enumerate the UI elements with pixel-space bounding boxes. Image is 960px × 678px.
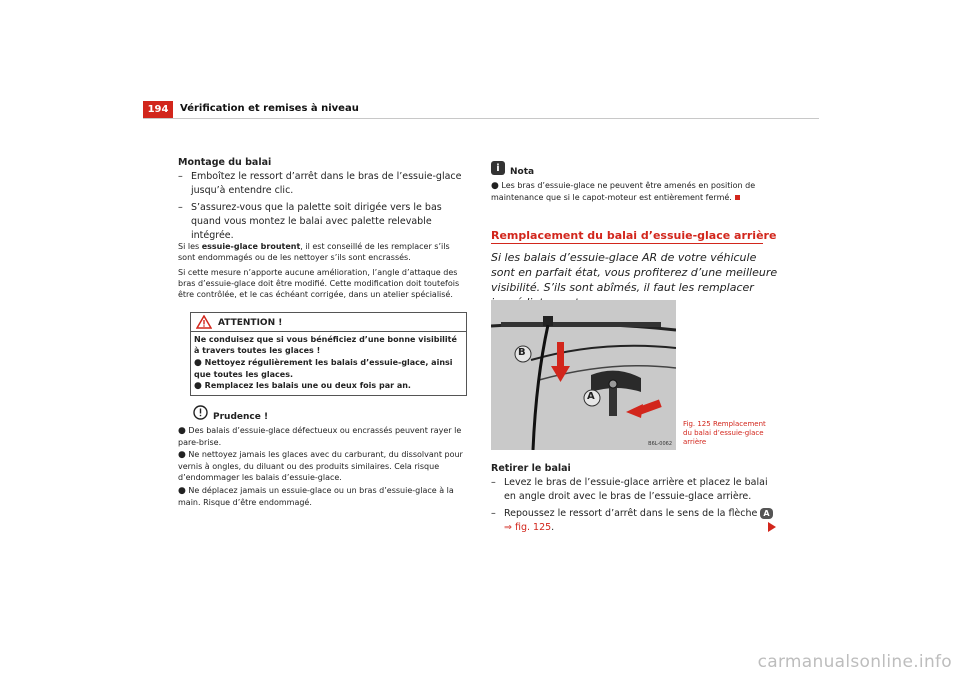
- prudence-title: Prudence !: [213, 412, 269, 422]
- end-of-section-mark: [735, 195, 740, 200]
- figure-reference-link[interactable]: ⇒ fig. 125: [504, 522, 552, 533]
- attention-text: Ne conduisez que si vous bénéficiez d’une bonne visibilité à travers toutes les glaces !: [194, 335, 457, 355]
- prudence-bullet-2: ● Ne nettoyez jamais les glaces avec du carburant, du dissolvant pour vernis à ongles, du diluant ou des produits similaires. Cela risque d’endommager les balais d’essuie-glace.: [178, 450, 463, 482]
- figure-label-b: B: [518, 347, 526, 358]
- figure-wiper-replacement: [491, 300, 676, 450]
- callout-a: A: [760, 508, 772, 519]
- paragraph-atelier: Si cette mesure n’apporte aucune amélioration, l’angle d’attaque des bras d’essuie-glace doit être modifié. Cette modification doit toutefois être contrôlée, et le cas échéant corrigée, dans un atelier spécialisé.: [178, 268, 460, 299]
- retirer-step-1: – Levez le bras de l’essuie-glace arrière et placez le balai en angle droit avec le bras de l’essuie-glace arrière.: [491, 477, 768, 502]
- header-rule: [143, 118, 819, 119]
- figure-code: B6L-0062: [648, 441, 672, 447]
- figure-caption: Fig. 125 Remplacement du balai d’essuie-glace arrière: [683, 420, 766, 446]
- prudence-bullet-3: ● Ne déplacez jamais un essuie-glace ou un bras d’essuie-glace à la main. Risque d’être endommagé.: [178, 486, 454, 507]
- montage-step-1: – Emboîtez le ressort d’arrêt dans le bras de l’essuie-glace jusqu’à entendre clic.: [178, 171, 462, 196]
- attention-title: ATTENTION !: [218, 318, 283, 328]
- montage-step-2: – S’assurez-vous que la palette soit dirigée vers le bas quand vous montez le balai avec palette relevable intégrée.: [178, 202, 442, 241]
- paragraph-broutent: Si les essuie-glace broutent, il est conseillé de les remplacer s’ils sont endommagés ou de les nettoyer s’ils sont encrassés.: [178, 242, 450, 262]
- retirer-title: Retirer le balai: [491, 463, 571, 474]
- section-rule: [491, 243, 763, 244]
- attention-divider: [190, 331, 467, 332]
- figure-label-a: A: [587, 391, 595, 402]
- prudence-bullet-1: ● Des balais d’essuie-glace défectueux ou encrassés peuvent rayer le pare-brise.: [178, 426, 462, 447]
- montage-title: Montage du balai: [178, 157, 272, 168]
- warning-triangle-icon: [196, 315, 212, 329]
- nota-title: Nota: [510, 167, 535, 177]
- attention-bullet-2: ● Remplacez les balais une ou deux fois par an.: [194, 381, 411, 391]
- attention-bullet-1: ● Nettoyez régulièrement les balais d’essuie-glace, ainsi que toutes les glaces.: [194, 358, 453, 379]
- section-intro: Si les balais d’essuie-glace AR de votre véhicule sont en parfait état, vous profiterez d’une meilleure visibilité. S’ils sont abîmés, il faut les remplacer: [491, 251, 778, 294]
- retirer-step-2: – Repoussez le ressort d’arrêt dans le sens de la flèche A ⇒ fig. 125.: [491, 507, 776, 535]
- wiper-illustration: [491, 300, 676, 450]
- section-title: Remplacement du balai d’essuie-glace arrière: [491, 229, 777, 242]
- page-number: 194: [143, 101, 173, 118]
- exclamation-icon: [193, 405, 208, 420]
- next-page-arrow-icon[interactable]: [768, 522, 776, 532]
- header-title: Vérification et remises à niveau: [180, 103, 359, 114]
- watermark: carmanualsonline.info: [757, 652, 952, 672]
- info-icon: i: [491, 161, 505, 175]
- nota-bullet: ● Les bras d’essuie-glace ne peuvent être amenés en position de maintenance que si le capot-moteur est entièrement fermé.: [491, 181, 756, 202]
